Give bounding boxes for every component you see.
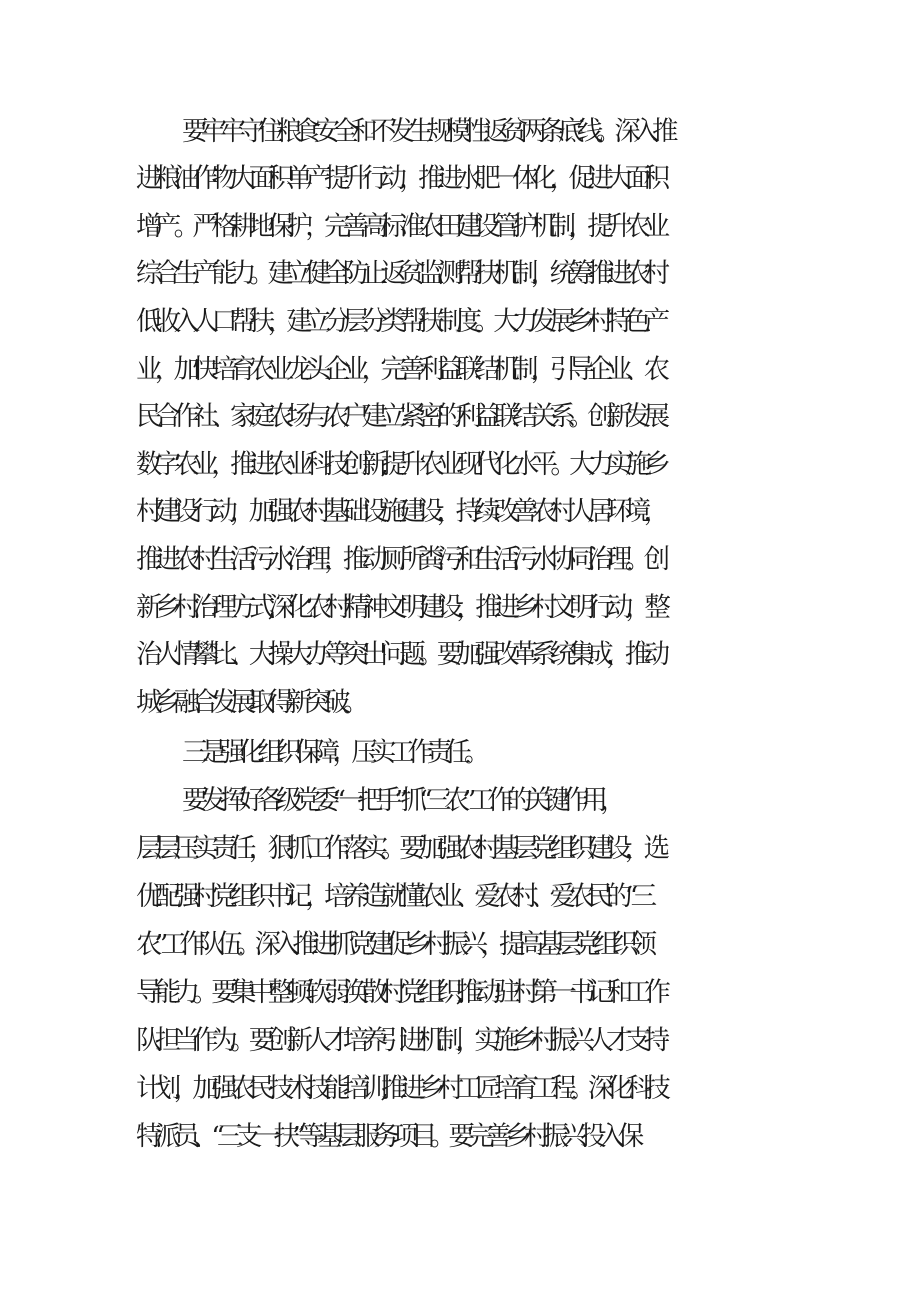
paragraph-line: 特派员、“三支一扶”等基层服务项目。要完善乡村振兴投入保 xyxy=(136,1121,637,1152)
paragraph-line: 民合作社、家庭农场与农户建立紧密的利益联结关系。创新发展 xyxy=(136,401,663,432)
paragraph-line: 新乡村治理方式,深化农村精神文明建设，推进乡村文明行动，整 xyxy=(136,592,664,623)
paragraph-line: 城乡融合发展取得新突破。 xyxy=(136,687,362,718)
paragraph-line: 村建设行动，加强农村基础设施建设，持续改善农村人居环境， xyxy=(136,496,663,527)
paragraph-line: 治人情攀比、大操大办等突出问题。要加强改革系统集成，推动 xyxy=(136,639,663,670)
paragraph-line: 综合生产能力。建立健全防止返贫监测帮扶机制，统筹推进农村 xyxy=(136,258,663,289)
paragraph-line: 农”工作队伍。深入推进抓党建促乡村振兴，提高基层党组织领 xyxy=(136,929,650,960)
paragraph-line: 优配强村党组织书记，培养造就懂农业、爱农村、爱农民的“三 xyxy=(136,881,650,912)
section-heading: 三是强化组织保障，压实工作责任。 xyxy=(182,737,483,768)
paragraph-line: 推进农村生活污水治理，推动厕所粪污和生活污水协同治理。创 xyxy=(136,544,663,575)
paragraph-line: 要发挥好各级党委“一把手”抓“三农”工作的关键作用， xyxy=(182,785,619,816)
paragraph-line: 层层压实责任，狠抓工作落实。要加强农村基层党组织建设，选 xyxy=(136,833,663,864)
paragraph-line: 进粮油作物大面积单产提升行动，推进水肥一体化，促进大面积 xyxy=(136,163,663,194)
paragraph-line: 导能力。要集中整顿软弱涣散村党组织,推动驻村第一书记和工作 xyxy=(136,977,664,1008)
paragraph-line: 业，加快培育农业龙头企业，完善利益联结机制，引导企业、农 xyxy=(136,354,663,385)
paragraph-line: 要牢牢守住粮食安全和不发生规模性返贫两条底线。深入推 xyxy=(182,116,671,147)
paragraph-line: 队担当作为。要创新人才培养引进机制，实施乡村振兴人才支持 xyxy=(136,1025,663,1056)
paragraph-line: 数字农业，推进农业科技创新,提升农业现代化水平。大力实施乡 xyxy=(136,449,664,480)
paragraph-line: 计划，加强农民技术技能培训,推进乡村工匠培育工程。深化科技 xyxy=(136,1073,664,1104)
paragraph-line: 增产。严格耕地保护，完善高标准农田建设管护机制，提升农业 xyxy=(136,211,663,242)
paragraph-line: 低收入人口帮扶，建立分层分类帮扶制度。大力发展乡村特色产 xyxy=(136,306,663,337)
